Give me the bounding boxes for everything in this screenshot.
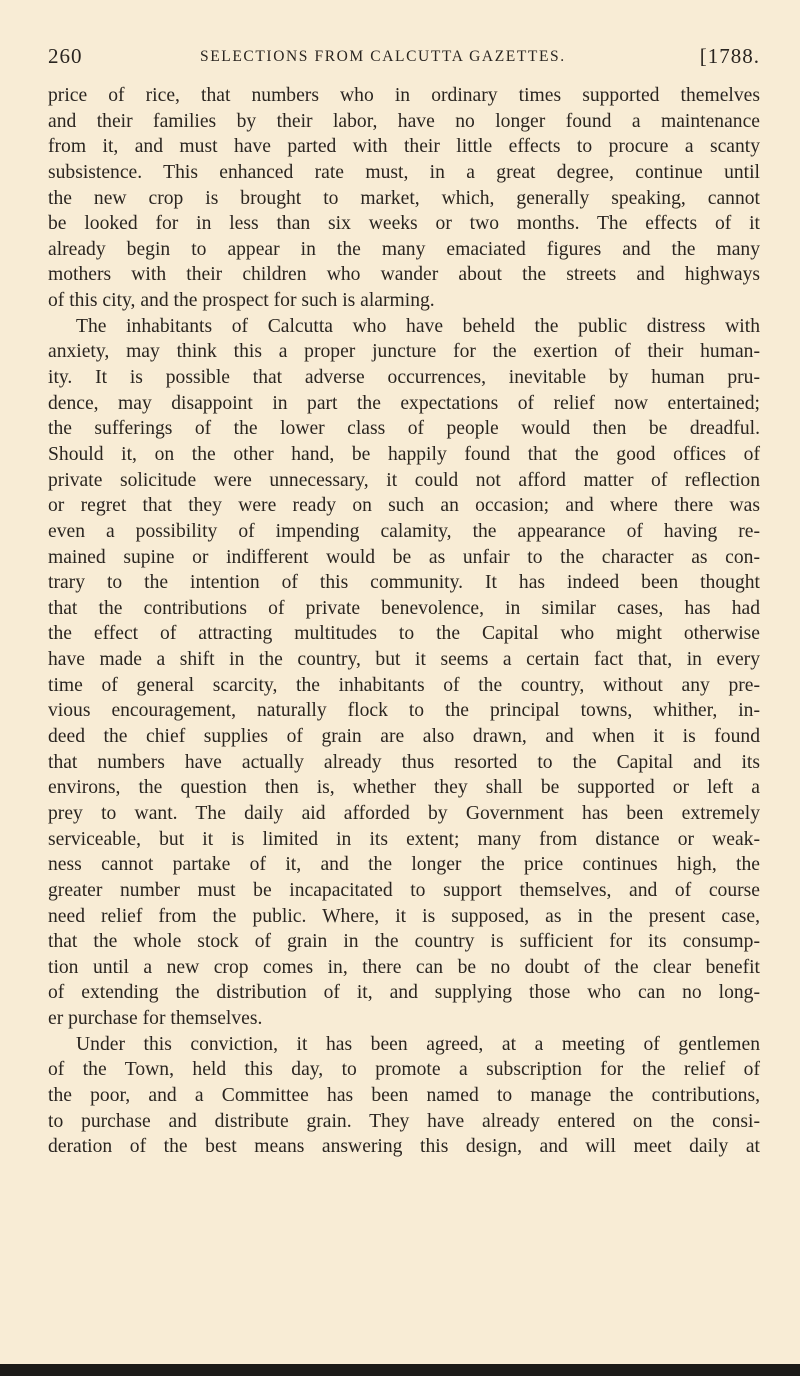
text-line: anxiety, may think this a proper juncture for the exertion of their human-: [48, 341, 760, 363]
text-line: even a possibility of impending calamity, the appearance of having re-: [48, 520, 760, 542]
text-line: greater number must be incapacitated to support themselves, and of course: [48, 879, 760, 901]
text-line: dence, may disappoint in part the expectations of relief now entertained;: [48, 392, 760, 414]
text-line: ness cannot partake of it, and the longer the price continues high, the: [48, 854, 760, 876]
text-line: The inhabitants of Calcutta who have beheld the public distress with: [76, 315, 760, 337]
text-line: serviceable, but it is limited in its extent; many from distance or weak-: [48, 828, 760, 850]
text-line: that the contributions of private benevolence, in similar cases, has had: [48, 597, 760, 619]
text-line: environs, the question then is, whether they shall be supported or left a: [48, 777, 760, 799]
text-line: er purchase for themselves.: [48, 1008, 263, 1030]
text-line: to purchase and distribute grain. They have already entered on the consi-: [48, 1110, 760, 1132]
scan-edge: [0, 1364, 800, 1376]
text-line: have made a shift in the country, but it seems a certain fact that, in every: [48, 649, 760, 671]
text-line: private solicitude were unnecessary, it could not afford matter of reflection: [48, 469, 760, 491]
text-line: need relief from the public. Where, it is supposed, as in the present case,: [48, 905, 760, 927]
text-line: time of general scarcity, the inhabitants of the country, without any pre-: [48, 674, 760, 696]
text-line: of this city, and the prospect for such is alarming.: [48, 290, 435, 312]
text-line: deration of the best means answering this design, and will meet daily at: [48, 1136, 760, 1158]
text-line: mothers with their children who wander about the streets and highways: [48, 264, 760, 286]
text-line: and their families by their labor, have no longer found a maintenance: [48, 110, 760, 132]
text-line: the poor, and a Committee has been named to manage the contributions,: [48, 1084, 760, 1106]
text-line: the effect of attracting multitudes to the Capital who might otherwise: [48, 623, 760, 645]
text-line: of the Town, held this day, to promote a subscription for the relief of: [48, 1059, 760, 1081]
text-line: mained supine or indifferent would be as unfair to the character as con-: [48, 546, 760, 568]
text-line: trary to the intention of this community. It has indeed been thought: [48, 572, 760, 594]
text-line: be looked for in less than six weeks or two months. The effects of it: [48, 213, 760, 235]
text-line: the new crop is brought to market, which, generally speaking, cannot: [48, 187, 760, 209]
text-line: already begin to appear in the many emaciated figures and the many: [48, 238, 760, 260]
text-line: price of rice, that numbers who in ordinary times supported themelves: [48, 85, 760, 106]
year-marker: [1788.: [699, 44, 760, 68]
page-header: [48, 44, 760, 74]
running-title: SELECTIONS FROM CALCUTTA GAZETTES.: [200, 48, 566, 65]
text-line: subsistence. This enhanced rate must, in a great degree, continue until: [48, 161, 760, 183]
text-line: of extending the distribution of it, and supplying those who can no long-: [48, 982, 760, 1004]
text-line: prey to want. The daily aid afforded by Government has been extremely: [48, 802, 760, 824]
text-line: ity. It is possible that adverse occurrences, inevitable by human pru-: [48, 367, 760, 389]
text-line: Under this conviction, it has been agreed, at a meeting of gentlemen: [76, 1033, 760, 1055]
text-line: Should it, on the other hand, be happily found that the good offices of: [48, 443, 760, 465]
text-line: that the whole stock of grain in the country is sufficient for its consump-: [48, 931, 760, 953]
text-line: that numbers have actually already thus resorted to the Capital and its: [48, 751, 760, 773]
text-line: vious encouragement, naturally flock to the principal towns, whither, in-: [48, 700, 760, 722]
text-line: tion until a new crop comes in, there can be no doubt of the clear benefit: [48, 956, 760, 978]
page-number: 260: [48, 44, 83, 68]
text-line: the sufferings of the lower class of people would then be dreadful.: [48, 418, 760, 440]
text-line: or regret that they were ready on such an occasion; and where there was: [48, 495, 760, 517]
page-body-text: [48, 83, 760, 1160]
text-line: from it, and must have parted with their little effects to procure a scanty: [48, 136, 760, 158]
text-line: deed the chief supplies of grain are also drawn, and when it is found: [48, 726, 760, 748]
